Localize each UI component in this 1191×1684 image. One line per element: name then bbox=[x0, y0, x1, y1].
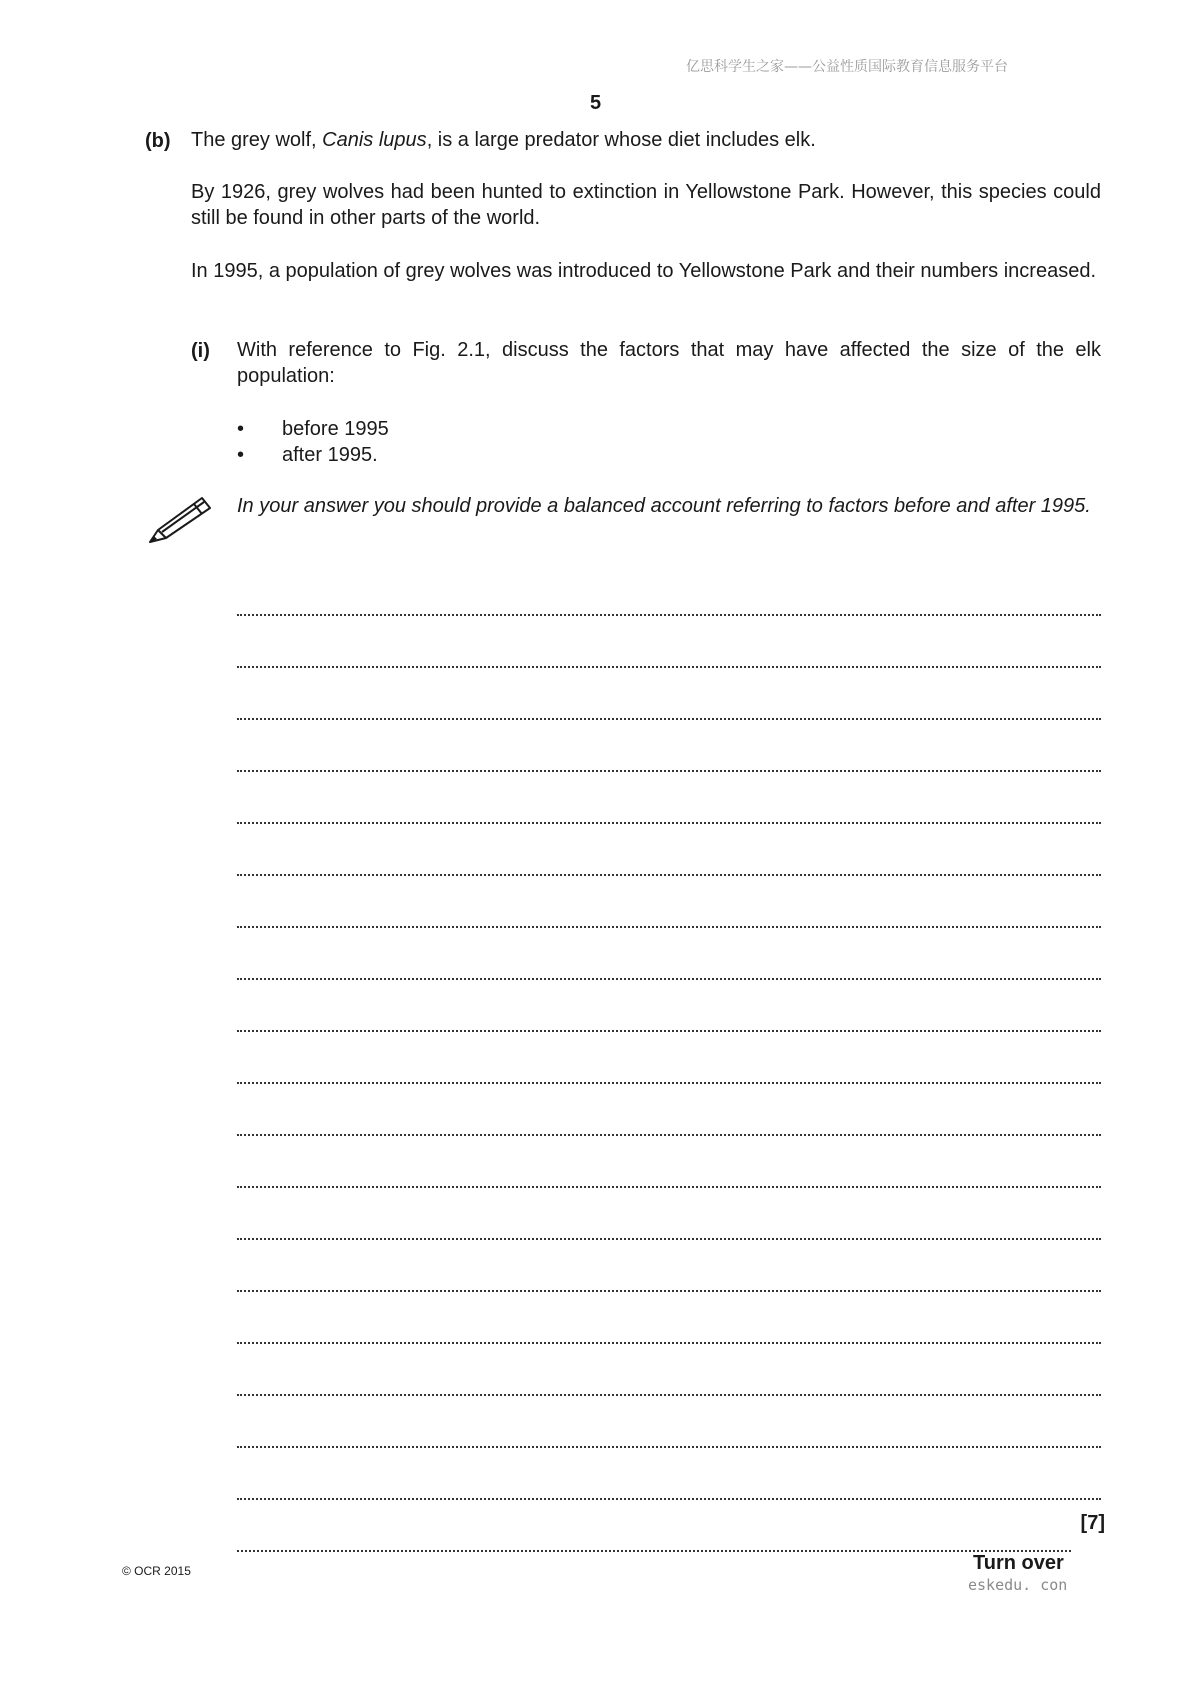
paragraph-extinction: By 1926, grey wolves had been hunted to extinction in Yellowstone Park. However, this species could still be found in other parts of the world. bbox=[191, 181, 1101, 229]
answer-line[interactable] bbox=[237, 892, 1101, 944]
bullet-symbol: • bbox=[237, 418, 245, 440]
answer-line[interactable] bbox=[237, 1256, 1101, 1308]
bullet-list bbox=[237, 416, 389, 468]
answer-line[interactable] bbox=[237, 580, 1101, 632]
para1-suffix: , is a large predator whose diet includes elk. bbox=[426, 129, 816, 151]
part-label: (b) bbox=[145, 130, 171, 152]
answer-line[interactable] bbox=[237, 684, 1101, 736]
answer-line[interactable] bbox=[237, 1204, 1101, 1256]
species-name: Canis lupus bbox=[322, 129, 427, 151]
answer-line[interactable] bbox=[237, 1464, 1101, 1516]
para1-prefix: The grey wolf, bbox=[191, 129, 323, 151]
pencil-icon bbox=[144, 492, 214, 548]
answer-line[interactable] bbox=[237, 632, 1101, 684]
list-item: • before 1995 bbox=[237, 418, 389, 440]
answer-area[interactable] bbox=[237, 580, 1101, 1568]
page-number: 5 bbox=[589, 92, 602, 114]
marks-label: [7] bbox=[1080, 1512, 1105, 1534]
answer-line[interactable] bbox=[237, 1412, 1101, 1464]
footer-watermark: eskedu. con bbox=[968, 1576, 1068, 1594]
answer-line[interactable] bbox=[237, 1100, 1101, 1152]
subpart-question: With reference to Fig. 2.1, discuss the factors that may have affected the size of the elk population: bbox=[237, 339, 1101, 387]
copyright: © OCR 2015 bbox=[122, 1564, 191, 1578]
header-watermark: 亿思科学生之家——公益性质国际教育信息服务平台 bbox=[686, 59, 1008, 75]
answer-line[interactable] bbox=[237, 1516, 1101, 1568]
answer-line[interactable] bbox=[237, 1360, 1101, 1412]
answer-line[interactable] bbox=[237, 788, 1101, 840]
paragraph-introduction: In 1995, a population of grey wolves was introduced to Yellowstone Park and their numbers increased. bbox=[191, 260, 1096, 282]
answer-line[interactable] bbox=[237, 1048, 1101, 1100]
turn-over-label: Turn over bbox=[973, 1552, 1064, 1574]
answer-instruction: In your answer you should provide a balanced account referring to factors before and after 1995. bbox=[237, 495, 1091, 517]
answer-line[interactable] bbox=[237, 944, 1101, 996]
list-item: • after 1995. bbox=[237, 444, 378, 466]
bullet-symbol: • bbox=[237, 444, 245, 466]
answer-line[interactable] bbox=[237, 1308, 1101, 1360]
answer-line[interactable] bbox=[237, 996, 1101, 1048]
answer-line[interactable] bbox=[237, 1152, 1101, 1204]
paragraph-intro bbox=[191, 127, 1101, 153]
answer-line[interactable] bbox=[237, 736, 1101, 788]
subpart-label: (i) bbox=[191, 340, 210, 362]
answer-line[interactable] bbox=[237, 840, 1101, 892]
